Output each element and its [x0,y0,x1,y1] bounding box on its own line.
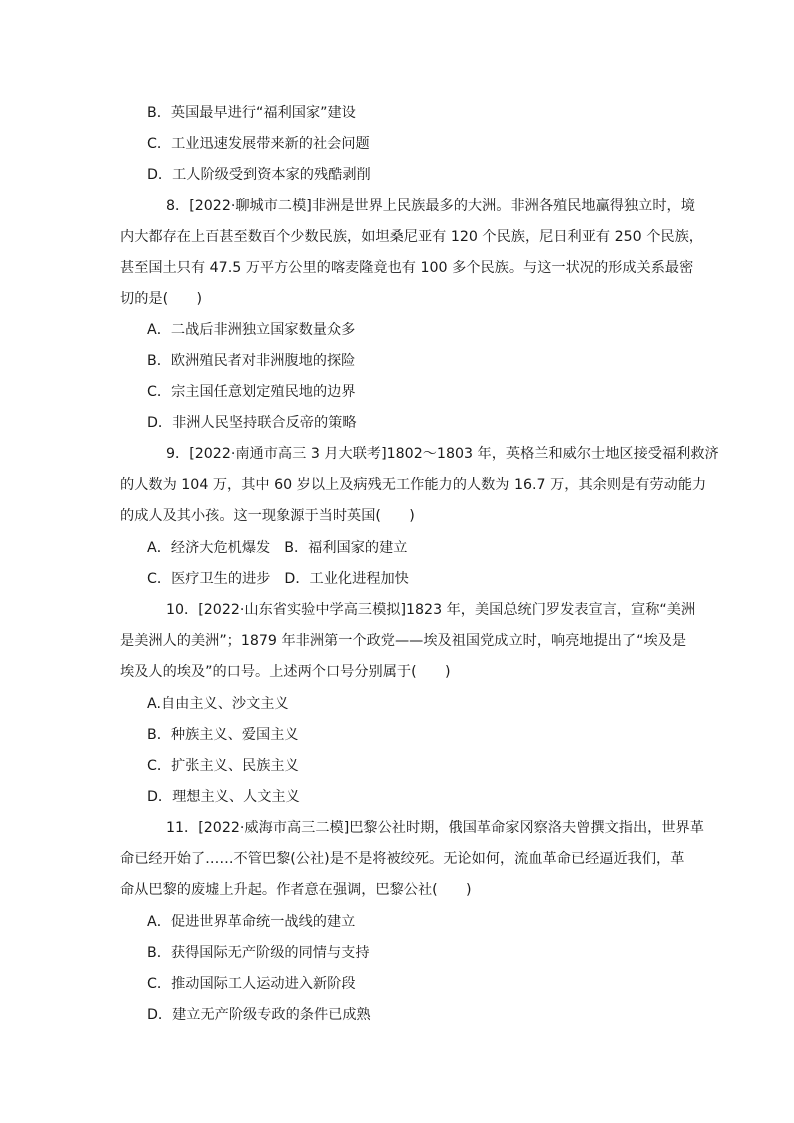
q11-stem-line-2: 命已经开始了……不管巴黎(公社)是不是将被绞死。无论如何，流血革命已经逼近我们，革 [120,851,685,867]
q11-option-a: A．促进世界革命统一战线的建立 [147,914,356,930]
q10-option-d: D．理想主义、人文主义 [147,789,300,805]
q11-option-b: B．获得国际无产阶级的同情与支持 [147,945,370,961]
q11-stem-line-3: 命从巴黎的废墟上升起。作者意在强调，巴黎公社( ) [120,882,472,898]
q8-option-b: B．欧洲殖民者对非洲腹地的探险 [147,353,356,369]
q8-option-c: C．宗主国任意划定殖民地的边界 [147,384,356,400]
q11-stem-line-1: 11．[2022·威海市高三二模]巴黎公社时期，俄国革命家冈察洛夫曾撰文指出，世界革 [166,820,704,836]
q10-stem-line-2: 是美洲人的美洲”；1879 年非洲第一个政党——埃及祖国党成立时，响亮地提出了“埃及是 [120,633,687,649]
q9-stem-line-1: 9．[2022·南通市高三 3 月大联考]1802～1803 年，英格兰和威尔士地区接受福利救济 [166,446,719,462]
q11-option-d: D．建立无产阶级专政的条件已成熟 [147,1007,371,1023]
q10-option-a: A.自由主义、沙文主义 [147,696,289,712]
q9-stem-line-2: 的人数为 104 万，其中 60 岁以上及病残无工作能力的人数为 16.7 万，其余则是有劳动能力 [120,477,707,493]
q8-stem-line-3: 甚至国土只有 47.5 万平方公里的喀麦隆竟也有 100 多个民族。与这一状况的形成关系最密 [120,260,694,276]
q9-options-row-1 [147,538,407,558]
q9-option-d: D．工业化进程加快 [284,571,409,587]
q7-option-c: C．工业迅速发展带来新的社会问题 [147,136,370,152]
q9-option-c: C．医疗卫生的进步 [147,571,271,587]
q7-option-d: D．工人阶级受到资本家的残酷剥削 [147,167,371,183]
q8-stem-line-2: 内大都存在上百甚至数百个少数民族，如坦桑尼亚有 120 个民族，尼日利亚有 250 个民族， [120,229,703,245]
q9-option-a: A．经济大危机爆发 [147,540,271,556]
q8-stem-line-4: 切的是( ) [120,291,203,307]
q10-option-b: B．种族主义、爱国主义 [147,727,299,743]
q9-options-row-2 [147,569,409,589]
q9-stem-line-3: 的成人及其小孩。这一现象源于当时英国( ) [120,508,415,524]
q10-option-c: C．扩张主义、民族主义 [147,758,299,774]
q10-stem-line-3: 埃及人的埃及”的口号。上述两个口号分别属于( ) [120,664,451,680]
q8-option-d: D．非洲人民坚持联合反帝的策略 [147,415,357,431]
q11-option-c: C．推动国际工人运动进入新阶段 [147,976,356,992]
q10-stem-line-1: 10．[2022·山东省实验中学高三模拟]1823 年，美国总统门罗发表宣言，宣称“美洲 [166,602,696,618]
q9-option-b: B．福利国家的建立 [284,540,408,556]
q8-stem-line-1: 8．[2022·聊城市二模]非洲是世界上民族最多的大洲。非洲各殖民地赢得独立时，境 [166,198,695,214]
q7-option-b: B．英国最早进行“福利国家”建设 [147,105,356,121]
q8-option-a: A．二战后非洲独立国家数量众多 [147,322,356,338]
